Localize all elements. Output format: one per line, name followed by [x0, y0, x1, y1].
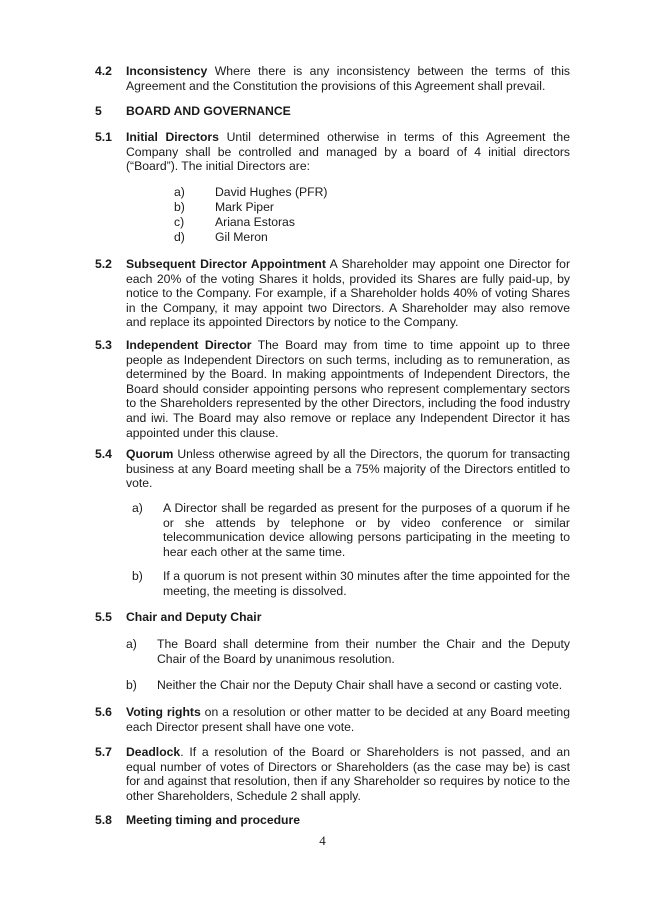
- page-number: 4: [319, 833, 326, 848]
- clause-number: 5.3: [95, 338, 112, 352]
- clause-title: Independent Director: [126, 338, 252, 352]
- item-letter: b): [132, 569, 143, 583]
- clause-number: 5.2: [95, 257, 112, 271]
- clause-number: 5.8: [95, 813, 112, 827]
- clause-title: Chair and Deputy Chair: [126, 610, 262, 624]
- director-name: David Hughes (PFR): [215, 185, 328, 199]
- clause-text: The Board may from time to time appoint up to three people as Independent Directors on such terms, including as to remuneration, as determined by the Board. In making appointments of Independent Directors, the Board should consider appointing persons who represent complementary sectors to the Shareholders represented by the other Directors, including the food industry and iwi. The Board may also remove or replace any Independent Director it has appointed under this clause.: [126, 338, 570, 440]
- clause-number: 5.6: [95, 705, 112, 719]
- clause-title: Initial Directors: [126, 130, 219, 144]
- clause-number: 5.4: [95, 447, 112, 461]
- clause-title: Inconsistency: [126, 64, 208, 78]
- clause-text: Unless otherwise agreed by all the Directors, the quorum for transacting business at any Board meeting shall be a 75% majority of the Directors entitled to vote.: [126, 447, 570, 491]
- director-name: Gil Meron: [215, 230, 268, 244]
- item-letter: a): [132, 501, 143, 515]
- clause-text: . If a resolution of the Board or Shareholders is not passed, and an equal number of votes of Directors or Shareholders (as the case may be) is cast for and against that resolution, then if any Shareholder so requires by notice to the other Shareholders, Schedule 2 shall apply.: [126, 745, 570, 803]
- item-letter: b): [174, 200, 185, 214]
- section-title: BOARD AND GOVERNANCE: [126, 104, 291, 118]
- section-number: 5: [95, 104, 102, 118]
- clause-title: Meeting timing and procedure: [126, 813, 301, 827]
- item-letter: a): [126, 637, 137, 651]
- director-name: Ariana Estoras: [215, 215, 295, 229]
- clause-body: [126, 257, 570, 330]
- clause-title: Voting rights: [126, 705, 201, 719]
- item-text: Neither the Chair nor the Deputy Chair shall have a second or casting vote.: [157, 678, 563, 692]
- clause-title: Subsequent Director Appointment: [126, 257, 326, 271]
- item-text: If a quorum is not present within 30 minutes after the time appointed for the meeting, the meeting is dissolved.: [163, 569, 570, 598]
- clause-body: [126, 447, 570, 491]
- clause-body: [126, 745, 570, 803]
- clause-text: A Shareholder may appoint one Director for each 20% of the voting Shares it holds, provided its Shares are fully paid-up, by notice to the Company. For example, if a Shareholder holds 40% of voting Shares in the Company, it may appoint two Directors. A Shareholder may also remove and replace its appointed Directors by notice to the Company.: [126, 257, 571, 330]
- clause-text: on a resolution or other matter to be decided at any Board meeting each Director present shall have one vote.: [126, 705, 570, 734]
- clause-body: [126, 130, 570, 174]
- clause-number: 5.5: [95, 610, 112, 624]
- clause-title: Deadlock: [126, 745, 181, 759]
- clause-text: Until determined otherwise in terms of this Agreement the Company shall be controlled and managed by a board of 4 initial directors (“Board”). The initial Directors are:: [126, 130, 570, 174]
- director-name: Mark Piper: [215, 200, 274, 214]
- clause-text: Where there is any inconsistency between the terms of this Agreement and the Constitution the provisions of this Agreement shall prevail.: [126, 64, 570, 93]
- item-letter: a): [174, 185, 185, 199]
- item-text: The Board shall determine from their number the Chair and the Deputy Chair of the Board by unanimous resolution.: [157, 637, 570, 666]
- clause-number: 4.2: [95, 64, 112, 78]
- clause-body: [126, 338, 570, 440]
- item-text: A Director shall be regarded as present for the purposes of a quorum if he or she attends by telephone or by video conference or similar telecommunication device allowing persons participating in the meeting to hear each other at the same time.: [163, 501, 570, 559]
- item-letter: c): [174, 215, 185, 229]
- clause-title: Quorum: [126, 447, 174, 461]
- clause-number: 5.1: [95, 130, 112, 144]
- clause-number: 5.7: [95, 745, 112, 759]
- item-letter: b): [126, 678, 137, 692]
- clause-body: [126, 64, 570, 93]
- clause-body: [126, 705, 570, 734]
- item-letter: d): [174, 230, 185, 244]
